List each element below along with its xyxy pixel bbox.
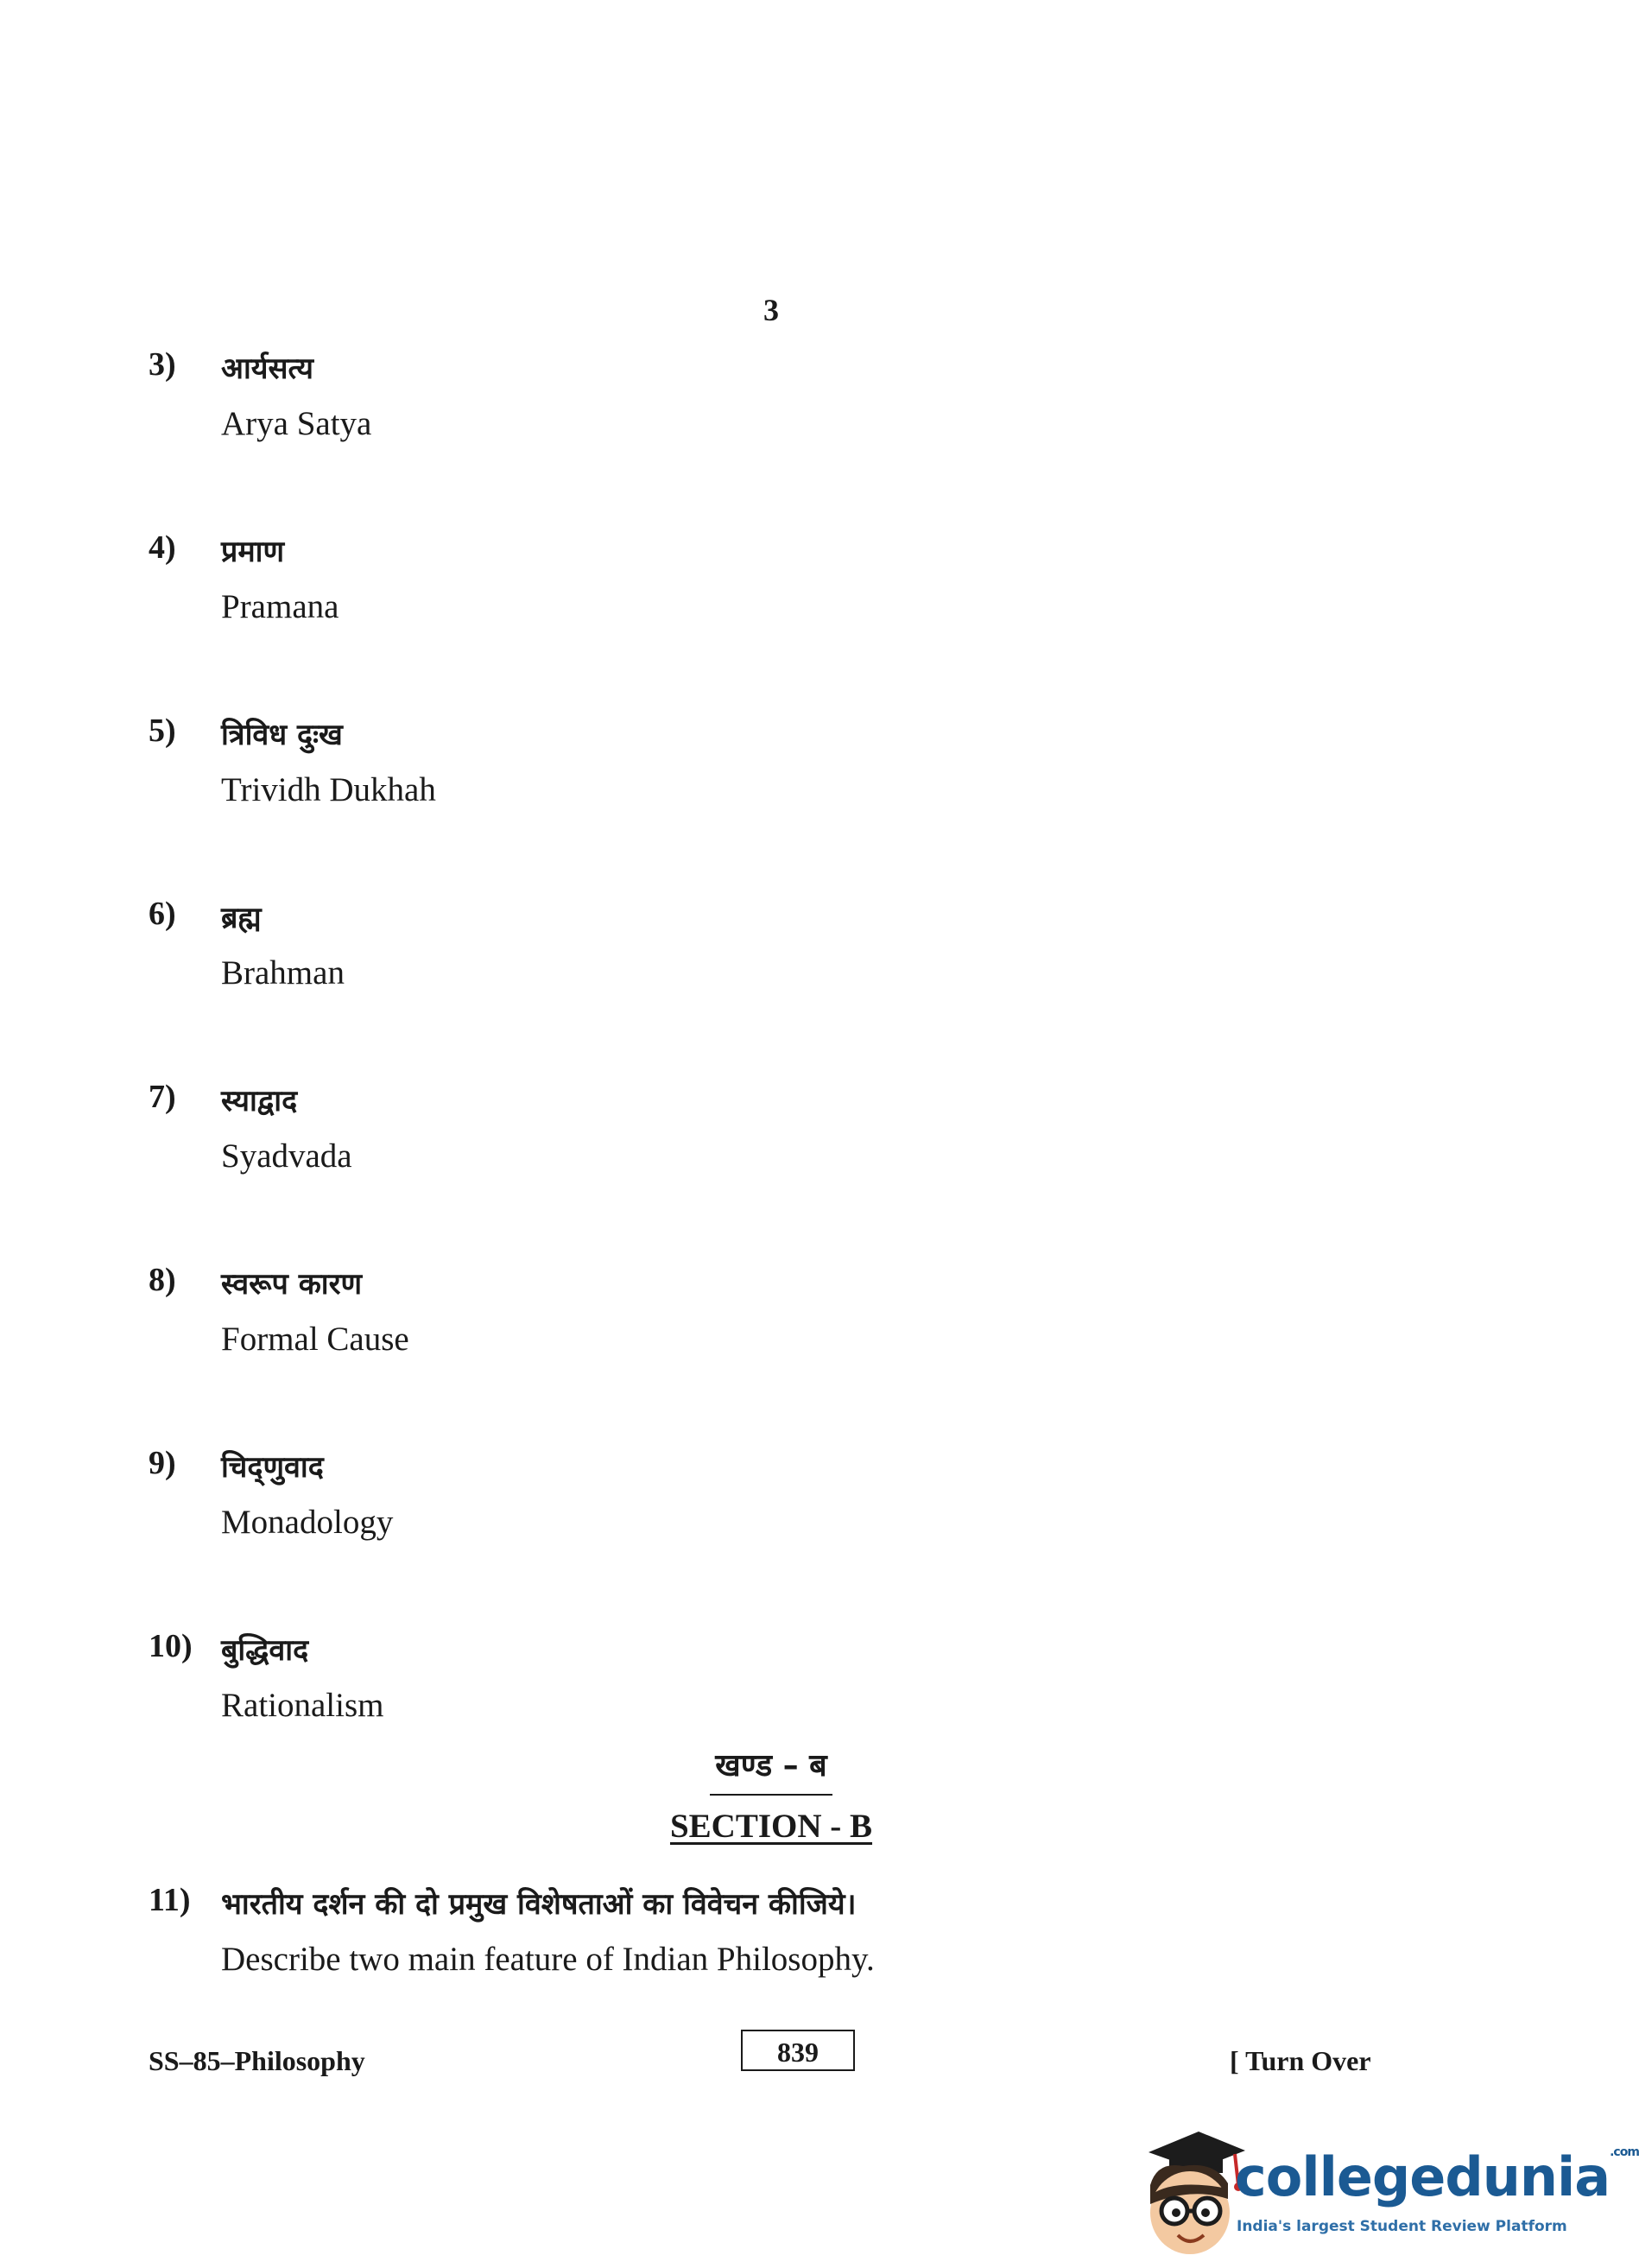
question-hindi: भारतीय दर्शन की दो प्रमुख विशेषताओं का विवेचन कीजिये। — [221, 1887, 857, 1922]
question-hindi: त्रिविध दुःख — [221, 718, 343, 752]
question-english: Trividh Dukhah — [221, 771, 436, 808]
question-number: 11) — [149, 1882, 191, 1918]
brand-tagline: India's largest Student Review Platform — [1237, 2218, 1567, 2235]
question-hindi: प्रमाण — [221, 535, 285, 569]
question-number: 8) — [149, 1262, 176, 1298]
question-english: Describe two main feature of Indian Philosophy. — [221, 1941, 875, 1978]
footer-paper-code: SS–85–Philosophy — [149, 2045, 365, 2076]
brand-suffix: .com — [1610, 2145, 1639, 2159]
brand-name: collegedunia$^{.com}$ — [1235, 2145, 1639, 2208]
question-hindi: स्वरूप कारण — [221, 1267, 363, 1302]
question-number: 6) — [149, 896, 176, 932]
question-number: 3) — [149, 346, 176, 383]
section-heading-english-text: SECTION - B — [669, 1808, 873, 1845]
question-english: Brahman — [221, 954, 345, 991]
question-number: 9) — [149, 1445, 176, 1481]
question-hindi: चिद्णुवाद — [221, 1450, 324, 1485]
question-hindi: आर्यसत्य — [221, 352, 314, 386]
question-english: Arya Satya — [221, 405, 372, 442]
question-number: 7) — [149, 1079, 176, 1115]
section-heading-hindi — [0, 1743, 1542, 1796]
section-heading-english — [0, 1807, 1542, 1846]
question-hindi: ब्रह्म — [221, 901, 262, 935]
question-hindi: बुद्धिवाद — [221, 1633, 309, 1668]
question-english: Rationalism — [221, 1687, 384, 1724]
question-number: 4) — [149, 529, 176, 566]
question-number: 5) — [149, 713, 176, 749]
question-hindi: स्याद्वाद — [221, 1084, 298, 1118]
footer-page-code: 839 — [741, 2030, 855, 2071]
page-number: 3 — [763, 293, 779, 327]
collegedunia-watermark — [1131, 2116, 1639, 2263]
question-english: Monadology — [221, 1504, 394, 1541]
footer-turn-over: [ Turn Over — [1230, 2045, 1371, 2076]
question-number: 10) — [149, 1628, 193, 1664]
question-english: Syadvada — [221, 1137, 352, 1175]
question-english: Formal Cause — [221, 1321, 409, 1358]
question-english: Pramana — [221, 588, 339, 625]
mascot-icon — [1131, 2116, 1252, 2263]
section-heading-hindi-text: खण्ड – ब — [710, 1743, 832, 1796]
